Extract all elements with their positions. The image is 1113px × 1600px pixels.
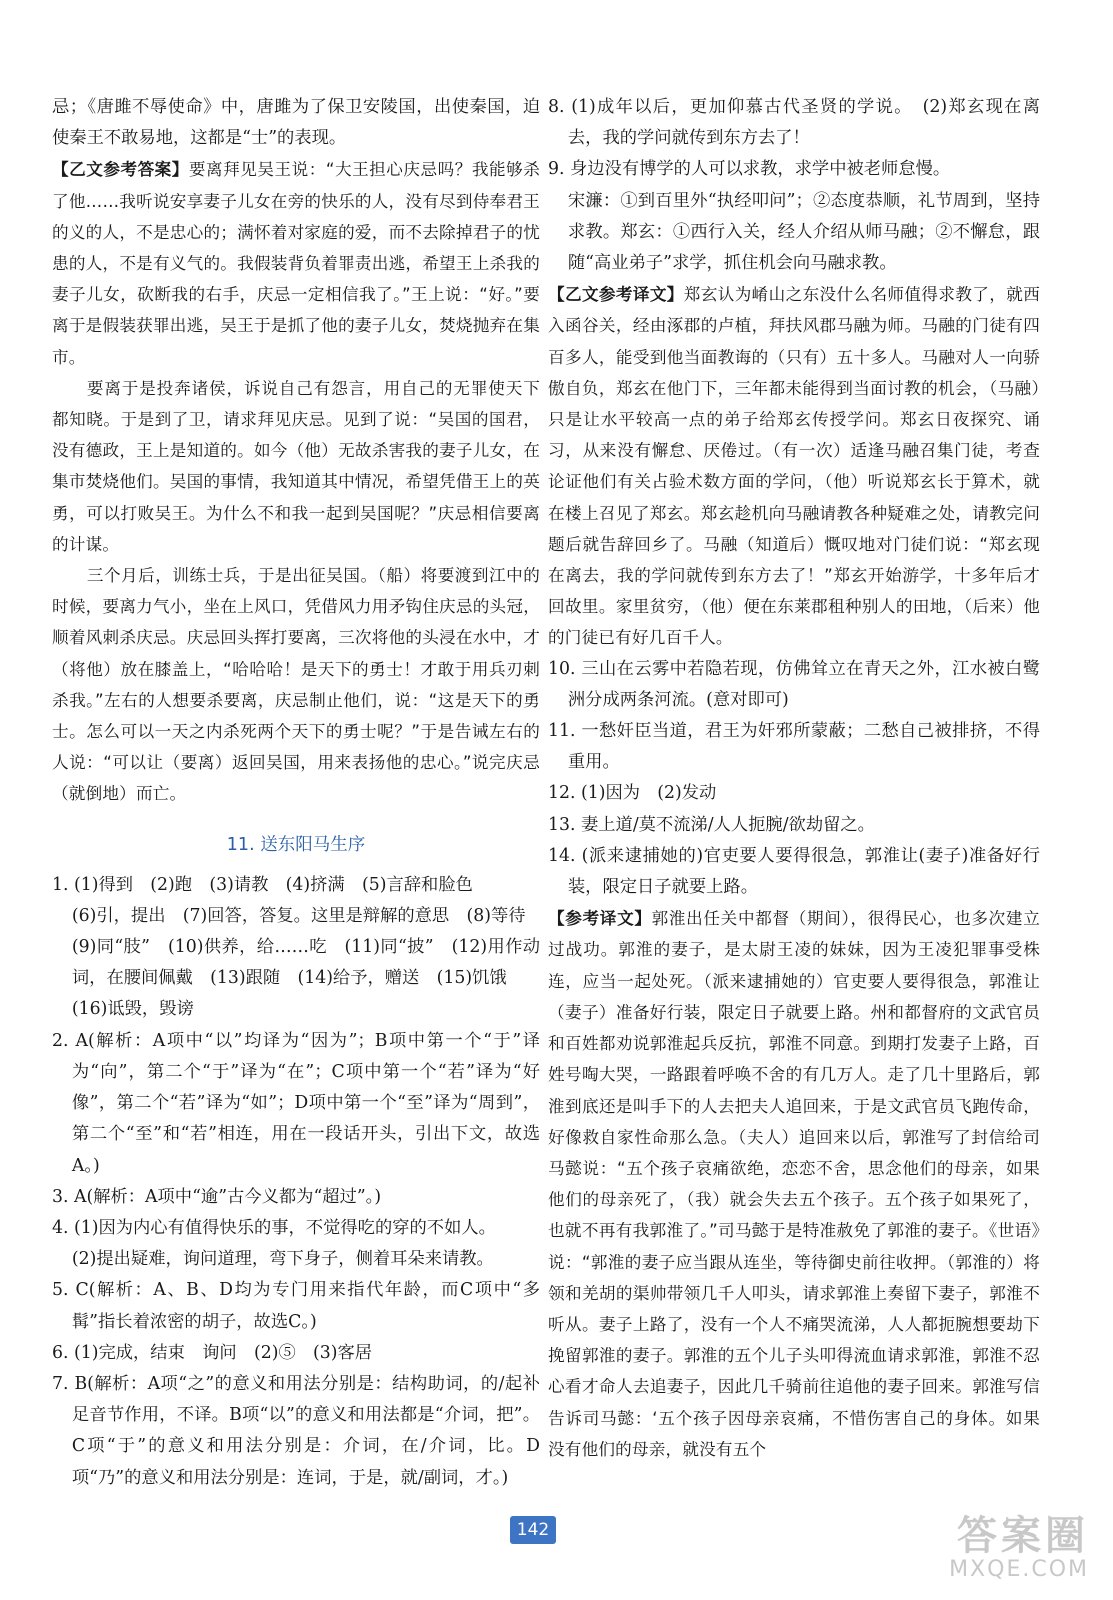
question-4-line: (2)提出疑难，询问道理，弯下身子，侧着耳朵来请教。: [71, 1249, 494, 1270]
question-3: 3. A(解析：A项中“逾”古今义都为“超过”。): [52, 1186, 382, 1207]
left-column: [52, 92, 540, 1494]
yi-answer-text: 要离拜见吴王说：“大王担心庆忌吗？我能够杀了他……我听说安享妻子儿女在旁的快乐的人，没有尽到侍奉君王的义的人，不是忠心的；满怀着对家庭的爱，而不去除掉君子的忧患的人，不是有义气的。我假装背负着罪责出逃，希望王上杀我的妻子儿女，砍断我的右手，庆忌一定相信我了。”王上说：“好。”要离于是假装获罪出逃，吴王于是抓了他的妻子儿女，焚烧抛弃在集市。: [52, 160, 540, 367]
question-12: 12. (1)因为 (2)发动: [548, 783, 717, 804]
reference-translation-paragraph: [548, 903, 1040, 1465]
question-14: 14. (派来逮捕她的)官吏要人要得很急，郭淮让(妻子)准备好行装，限定日子就要上路。: [548, 845, 1040, 898]
watermark-logo: [909, 1514, 1089, 1582]
question-13: 13. 妻上道/莫不流涕/人人扼腕/欲劫留之。: [548, 814, 875, 835]
yi-answer-paragraph: [52, 154, 540, 372]
page-number: 142: [510, 1516, 556, 1544]
yi-translation-tag: 【乙文参考译文】: [548, 285, 684, 305]
translation-paragraph: 三个月后，训练士兵，于是出征吴国。（船）将要渡到江中的时候，要离力气小，坐在上风口，凭借风力用矛钩住庆忌的头冠，顺着风刺杀庆忌。庆忌回头挥打要离，三次将他的头浸在水中，才（将他）放在膝盖上，“哈哈哈！是天下的勇士！才敢于用兵刃刺杀我。”左右的人想要杀要离，庆忌制止他们，说：“这是天下的勇士。怎么可以一天之内杀死两个天下的勇士呢？”于是告诫左右的人说：“可以让（要离）返回吴国，用来表扬他的忠心。”说完庆忌（就倒地）而亡。: [52, 566, 540, 804]
question-1-line: (9)同“肢” (10)供养，给……吃 (11)同“披” (12)用作动词，在腰间佩戴 (13)跟随 (14)给予，赠送 (15)饥饿: [71, 937, 540, 989]
reference-translation-text: 郭淮出任关中都督（期间），很得民心，也多次建立过战功。郭淮的妻子，是太尉王凌的妹妹，因为王凌犯罪事受株连，应当一起处死。（派来逮捕她的）官吏要人要得很急，郭淮让（妻子）准备好行装，限定日子就要上路。州和都督府的文武官员和百姓都劝说郭淮起兵反抗，郭淮不同意。到期打发妻子上路，百姓号啕大哭，一路跟着呼唤不舍的有几万人。走了几十里路后，郭淮到底还是叫手下的人去把夫人追回来，于是文武官员飞跑传命，好像救自家性命那么急。（夫人）追回来以后，郭淮写了封信给司马懿说：“五个孩子哀痛欲绝，恋恋不舍，思念他们的母亲，如果他们的母亲死了，（我）就会失去五个孩子。五个孩子如果死了，也就不再有我郭淮了。”司马懿于是特准赦免了郭淮的妻子。《世语》说：“郭淮的妻子应当跟从连坐，等待御史前往收押。（郭淮的）将领和羌胡的渠帅带领几千人叩头，请求郭淮上奏留下妻子，郭淮不听从。妻子上路了，没有一个人不痛哭流涕，人人都扼腕想要劫下挽留郭淮的妻子。郭淮的五个儿子头叩得流血请求郭淮，郭淮不忍心看才命人去追妻子，因此几千骑前往追他的妻子回来。郭淮写信告诉司马懿：‘五个孩子因母亲哀痛，不惜伤害自己的身体。如果没有他们的母亲，就没有五个: [548, 909, 1040, 1459]
question-10: 10. 三山在云雾中若隐若现，仿佛耸立在青天之外，江水被白鹭洲分成两条河流。(意对即可): [548, 658, 1040, 710]
question-9: 9. 身边没有博学的人可以求教，求学中被老师怠慢。: [548, 159, 951, 180]
translation-paragraph: 要离于是投奔诸侯，诉说自己有怨言，用自己的无罪使天下都知晓。于是到了卫，请求拜见庆忌。见到了说：“吴国的国君，没有德政，王上是知道的。如今（他）无故杀害我的妻子儿女，在集市焚烧他们。吴国的事情，我知道其中情况，希望凭借王上的英勇，可以打败吴王。为什么不和我一起到吴国呢？”庆忌相信要离的计谋。: [52, 378, 540, 554]
question-7: 7. B(解析：A项“之”的意义和用法分别是：结构助词，的/起补足音节作用，不译。B项“以”的意义和用法都是“介词，把”。C项“于”的意义和用法分别是：介词，在/介词，比。D项“乃”的意义和用法分别是：连词，于是，就/副词，才。): [52, 1373, 540, 1488]
section-title: 11. 送东阳马生序: [226, 834, 366, 855]
reference-translation-tag: 【参考译文】: [548, 909, 652, 929]
question-5: 5. C(解析：A、B、D均为专门用来指代年龄，而C项中“多髯”指长着浓密的胡子，故选C。): [52, 1280, 540, 1332]
right-column: [548, 92, 1040, 1465]
question-8: 8. (1)成年以后，更加仰慕古代圣贤的学说。 (2)郑玄现在离去，我的学问就传到东方去了！: [548, 97, 1040, 149]
question-9-line: 宋濂：①到百里外“执经叩问”；②态度恭顺，礼节周到，坚持求教。郑玄：①西行入关，经人介绍从师马融；②不懈怠，跟随“高业弟子”求学，抓住机会向马融求教。: [567, 190, 1040, 274]
question-2: 2. A(解析：A项中“以”均译为“因为”；B项中第一个“于”译为“向”，第二个“于”译为“在”；C项中第一个“若”译为“好像”，第二个“若”译为“如”；D项中第一个“至”译为“周到”，第二个“至”和“若”相连，用在一段话开头，引出下文，故选A。): [52, 1030, 540, 1176]
question-1: 1. (1)得到 (2)跑 (3)请教 (4)挤满 (5)言辞和脸色: [52, 874, 473, 895]
watermark-url: MXQE.COM: [949, 1557, 1089, 1582]
yi-translation-paragraph: [548, 279, 1040, 653]
watermark-text: 答案圈: [957, 1513, 1089, 1559]
question-11: 11. 一愁奸臣当道，君王为奸邪所蒙蔽；二愁自己被排挤，不得重用。: [548, 721, 1040, 773]
question-6: 6. (1)完成，结束 询问 (2)⑤ (3)客居: [52, 1342, 373, 1363]
yi-answer-tag: 【乙文参考答案】: [52, 160, 189, 180]
question-1-line: (6)引，提出 (7)回答，答复。这里是辩解的意思 (8)等待: [71, 905, 526, 926]
yi-translation-text: 郑玄认为崤山之东没什么名师值得求教了，就西入函谷关，经由涿郡的卢植，拜扶风郡马融为师。马融的门徒有四百多人，能受到他当面教诲的（只有）五十多人。马融对人一向骄傲自负，郑玄在他门下，三年都未能得到当面讨教的机会，（马融）只是让水平较高一点的弟子给郑玄传授学问。郑玄日夜探究、诵习，从来没有懈怠、厌倦过。（有一次）适逢马融召集门徒，考查论证他们有关占验术数方面的学问，（他）听说郑玄长于算术，就在楼上召见了郑玄。郑玄趁机向马融请教各种疑难之处，请教完问题后就告辞回乡了。马融（知道后）慨叹地对门徒们说：“郑玄现在离去，我的学问就传到东方去了！”郑玄开始游学，十多年后才回故里。家里贫穷，（他）便在东莱郡租种别人的田地，（后来）他的门徒已有好几百千人。: [548, 285, 1040, 648]
answer-paragraph: 忌；《唐雎不辱使命》中，唐雎为了保卫安陵国，出使秦国，迫使秦王不敢易地，这都是“士”的表现。: [52, 97, 540, 149]
question-1-line: (16)诋毁，毁谤: [71, 999, 194, 1020]
question-4: 4. (1)因为内心有值得快乐的事，不觉得吃的穿的不如人。: [52, 1217, 496, 1238]
